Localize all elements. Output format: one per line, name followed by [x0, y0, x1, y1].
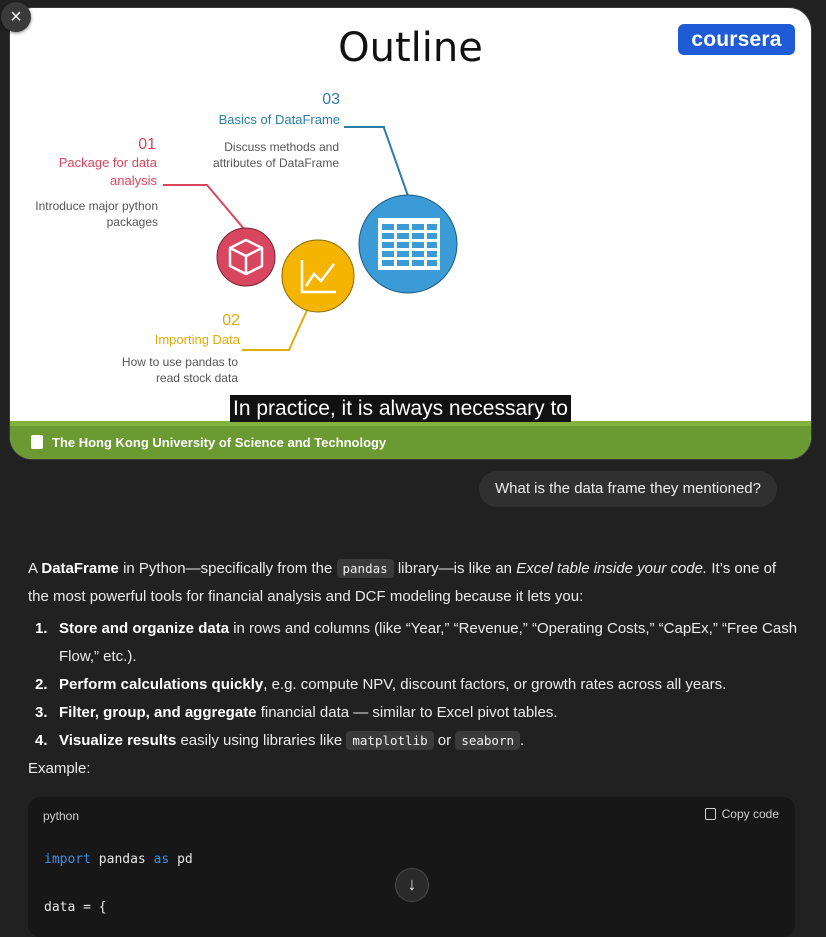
intro-emphasis: Excel table inside your code. [516, 560, 708, 577]
scroll-down-button[interactable] [395, 868, 429, 902]
connector-02 [242, 308, 308, 350]
list-number: 3. [35, 704, 48, 721]
inline-code-matplotlib: matplotlib [346, 731, 433, 750]
code-text: pd [169, 852, 193, 867]
table-icon [378, 218, 440, 270]
list-item [28, 727, 798, 755]
copy-code-button[interactable] [705, 807, 779, 821]
arrow-down-icon: ↓ [407, 874, 417, 894]
list-item-bold: Perform calculations quickly [59, 676, 264, 693]
answer-intro [28, 555, 798, 611]
intro-text: in Python—specifically from the [118, 560, 337, 577]
intro-text: library—is like an [393, 560, 517, 577]
footer-text: The Hong Kong University of Science and Technology [52, 435, 387, 450]
university-logo-icon [31, 435, 43, 449]
copy-code-label: Copy code [721, 807, 779, 821]
outline-diagram [10, 8, 811, 459]
connector-03 [344, 127, 408, 196]
intro-text: A [28, 560, 42, 577]
list-item-bold: Store and organize data [59, 620, 230, 637]
item-03-desc: Discuss methods and attributes of DataFrame [212, 140, 339, 170]
subtitle-caption: In practice, it is always necessary to [230, 395, 571, 422]
list-number: 4. [35, 732, 48, 749]
item-01-title: Package for data analysis [58, 155, 157, 188]
list-item-text: financial data — similar to Excel pivot tables. [256, 704, 558, 721]
list-item-text: , e.g. compute NPV, discount factors, or growth rates across all years. [263, 676, 727, 693]
list-item [28, 699, 798, 727]
list-item-bold: Visualize results [59, 732, 177, 749]
code-line [44, 852, 193, 867]
item-03-number: 03 [322, 91, 340, 108]
slide-title: Outline [338, 25, 483, 71]
item-02-title: Importing Data [154, 332, 240, 347]
close-icon: × [10, 6, 22, 28]
item-03-title: Basics of DataFrame [218, 112, 340, 127]
benefits-list [28, 615, 798, 755]
intro-bold: DataFrame [41, 560, 119, 577]
example-label: Example: [28, 760, 91, 777]
code-line: data = { [44, 900, 107, 915]
code-keyword: as [153, 852, 170, 867]
list-number: 1. [35, 620, 48, 637]
user-message: What is the data frame they mentioned? [479, 471, 777, 507]
importing-circle [282, 240, 354, 312]
intro-text: It’s one of the most powerful tools for financial analysis and DCF modeling because it lets you: [28, 560, 777, 605]
coursera-logo: coursera [678, 24, 795, 55]
item-01-desc: Introduce major python packages [35, 199, 158, 229]
video-player[interactable] [10, 8, 811, 459]
copy-icon [705, 808, 716, 820]
item-01-number: 01 [138, 136, 156, 153]
list-item [28, 615, 798, 671]
item-02-desc: How to use pandas to read stock data [121, 355, 238, 385]
list-item-text: or [433, 732, 456, 749]
inline-code-pandas: pandas [337, 559, 394, 578]
list-item-text: in rows and columns (like “Year,” “Revenue,” “Operating Costs,” “CapEx,” “Free Cash Flow,” etc.). [59, 620, 798, 665]
code-text: pandas [90, 852, 154, 867]
inline-code-seaborn: seaborn [455, 731, 520, 750]
footer-band [10, 421, 811, 459]
list-item [28, 671, 798, 699]
item-02-number: 02 [222, 312, 240, 329]
list-item-text: . [520, 732, 525, 749]
close-video-button[interactable] [1, 2, 31, 32]
code-language: python [43, 809, 80, 823]
list-item-bold: Filter, group, and aggregate [59, 704, 257, 721]
list-item-text: easily using libraries like [176, 732, 347, 749]
code-block [28, 797, 795, 937]
assistant-answer [28, 555, 798, 783]
list-number: 2. [35, 676, 48, 693]
connector-01 [163, 185, 250, 236]
code-keyword: import [44, 852, 91, 867]
